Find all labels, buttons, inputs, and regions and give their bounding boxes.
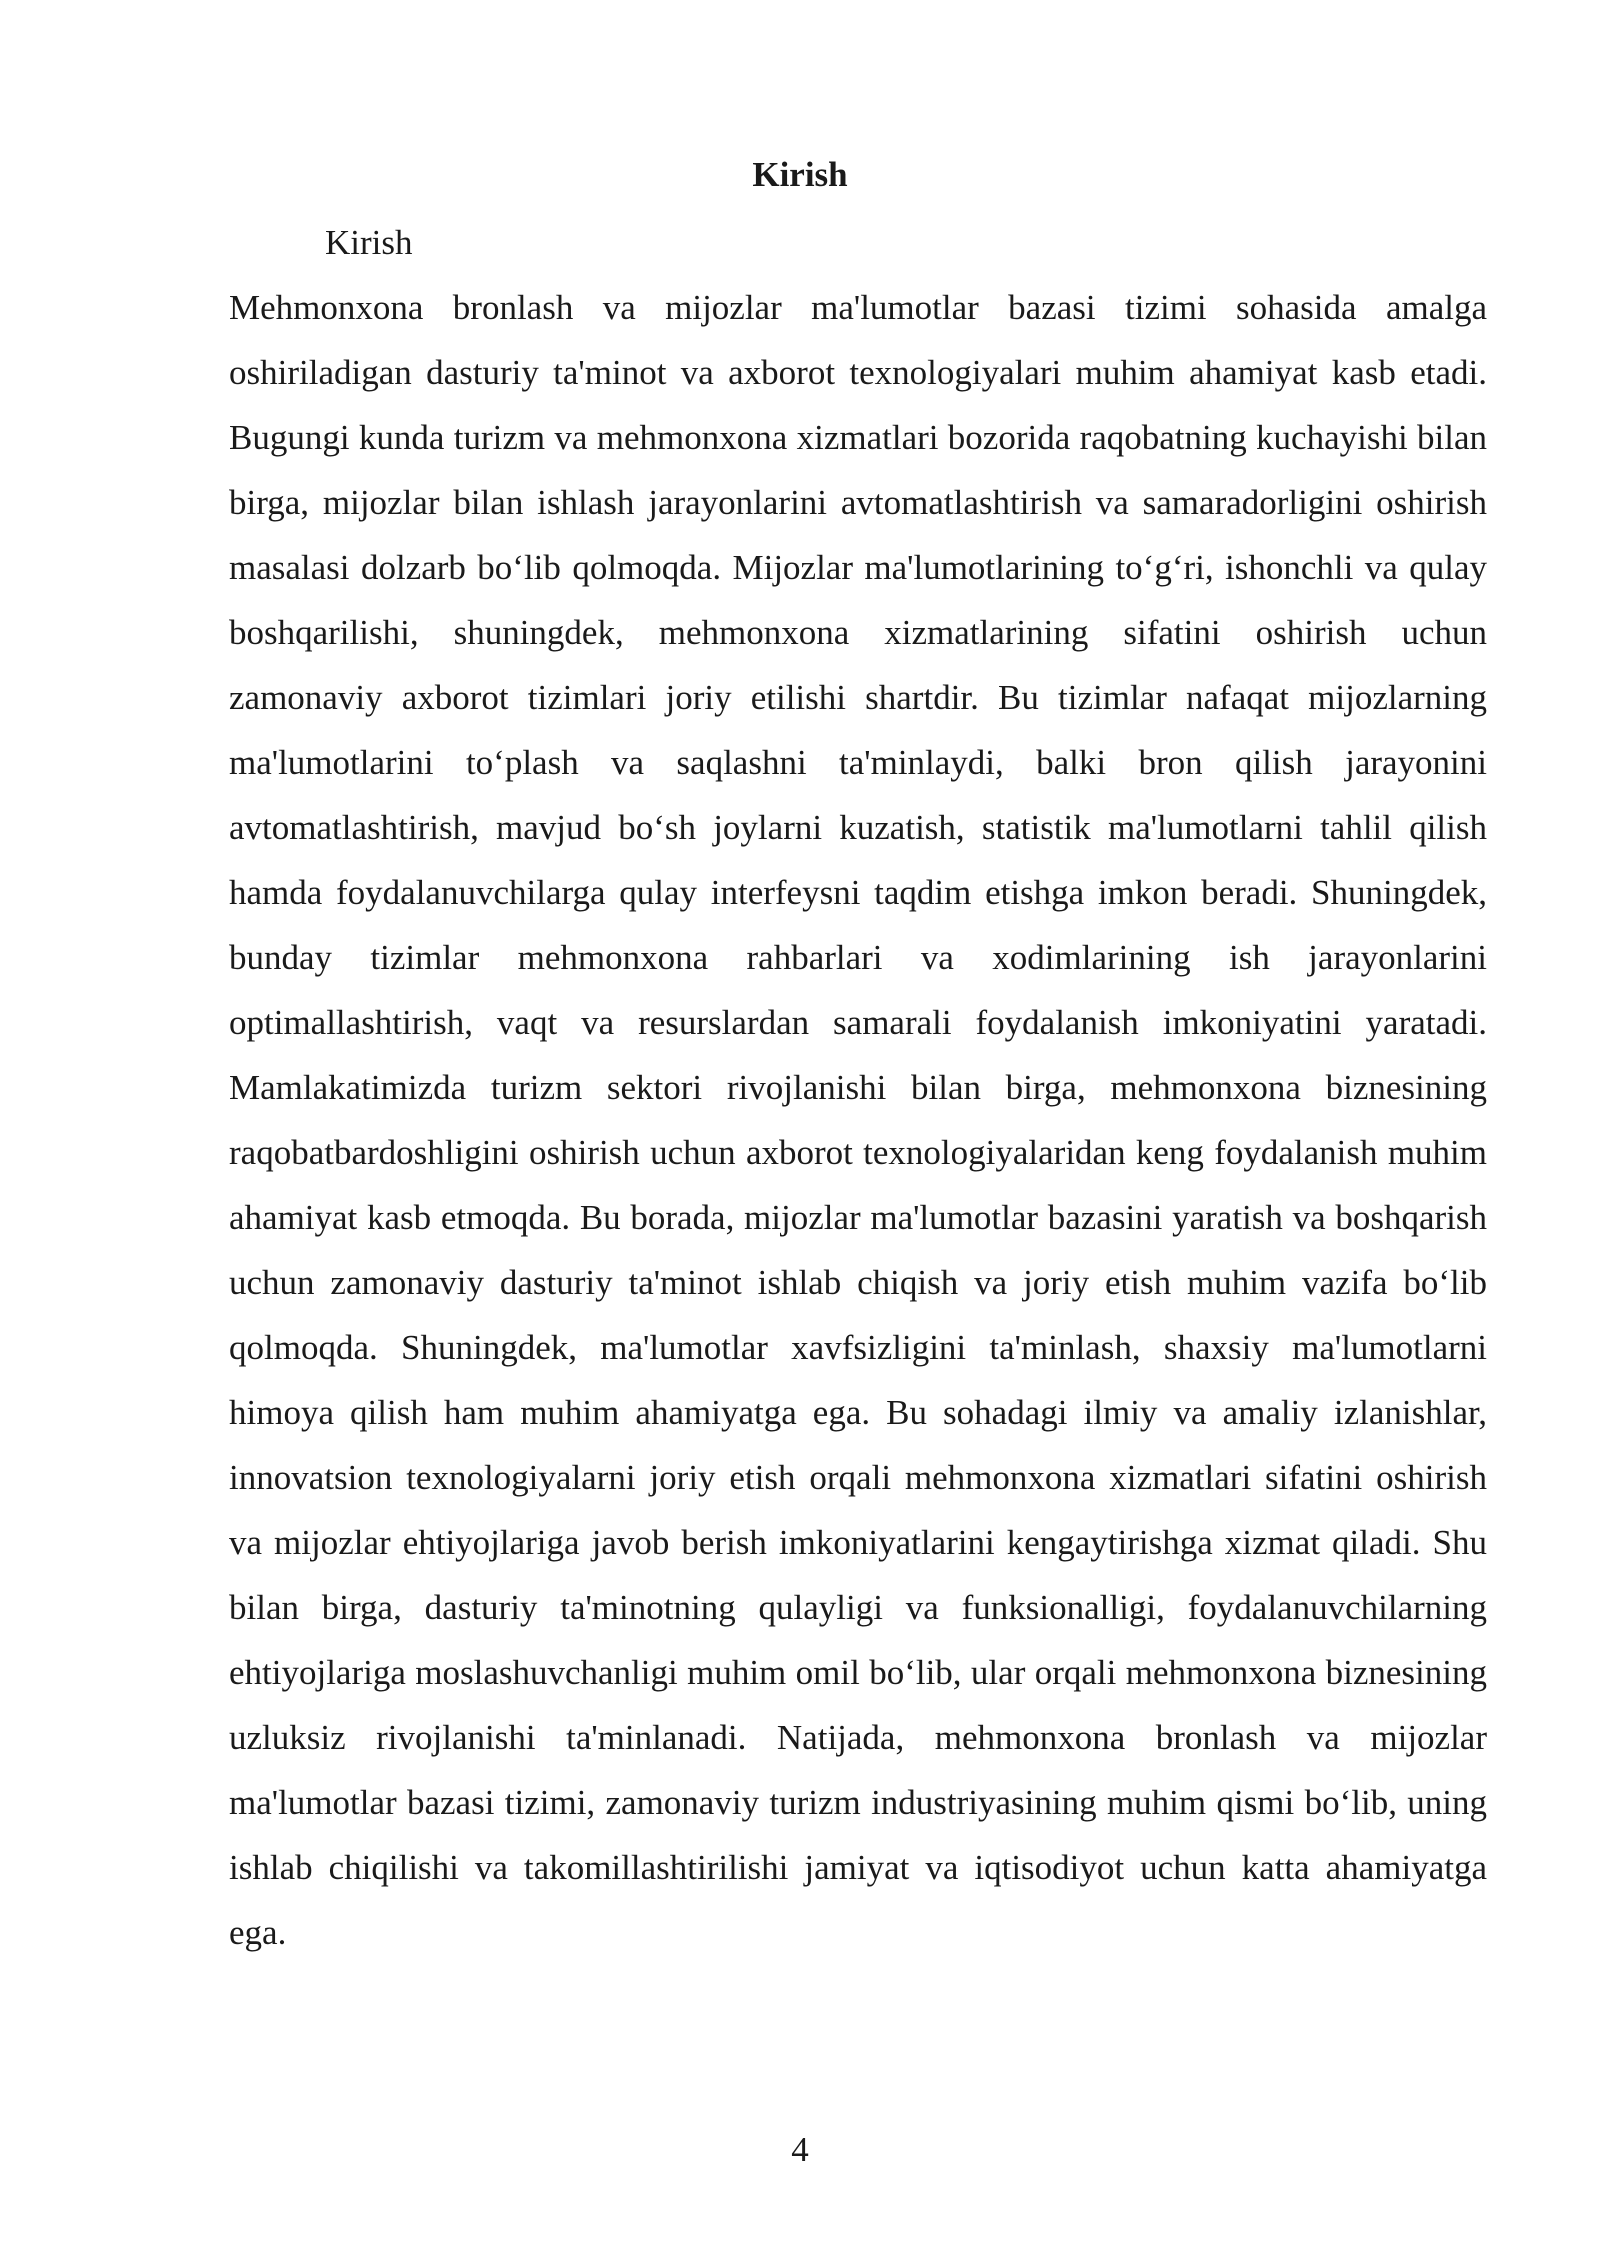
body-paragraph: Mehmonxona bronlash va mijozlar ma'lumotlar bazasi tizimi sohasida amalga oshiriladigan dasturiy ta'minot va axborot texnologiyalari muhim ahamiyat kasb etadi. Bugungi kunda turizm va mehmonxona xizmatlari bozorida raqobatning kuchayishi bilan birga, mijozlar bilan ishlash jarayonlarini avtomatlashtirish va samaradorligini oshirish masalasi dolzarb bo‘lib qolmoqda. Mijozlar ma'lumotlarining to‘g‘ri, ishonchli va qulay boshqarilishi, shuningdek, mehmonxona xizmatlarining sifatini oshirish uchun zamonaviy axborot tizimlari joriy etilishi shartdir. Bu tizimlar nafaqat mijozlarning ma'lumotlarini to‘plash va saqlashni ta'minlaydi, balki bron qilish jarayonini avtomatlashtirish, mavjud bo‘sh joylarni kuzatish, statistik ma'lumotlarni tahlil qilish hamda foydalanuvchilarga qulay interfeysni taqdim etishga imkon beradi. Shuningdek, bunday tizimlar mehmonxona rahbarlari va xodimlarining ish jarayonlarini optimallashtirish, vaqt va resurslardan samarali foydalanish imkoniyatini yaratadi. Mamlakatimizda turizm sektori rivojlanishi bilan birga, mehmonxona biznesining raqobatbardoshligini oshirish uchun axborot texnologiyalaridan keng foydalanish muhim ahamiyat kasb etmoqda. Bu borada, mijozlar ma'lumotlar bazasini yaratish va boshqarish uchun zamonaviy dasturiy ta'minot ishlab chiqish va joriy etish muhim vazifa bo‘lib qolmoqda. Shuningdek, ma'lumotlar xavfsizligini ta'minlash, shaxsiy ma'lumotlarni himoya qilish ham muhim ahamiyatga ega. Bu sohadagi ilmiy va amaliy izlanishlar, innovatsion texnologiyalarni joriy etish orqali mehmonxona xizmatlari sifatini oshirish va mijozlar ehtiyojlariga javob berish imkoniyatlarini kengaytirishga xizmat qiladi. Shu bilan birga, dasturiy ta'minotning qulayligi va funksionalligi, foydalanuvchilarning ehtiyojlariga moslashuvchanligi muhim omil bo‘lib, ular orqali mehmonxona biznesining uzluksiz rivojlanishi ta'minlanadi. Natijada, mehmonxona bronlash va mijozlar ma'lumotlar bazasi tizimi, zamonaviy turizm industriyasining muhim qismi bo‘lib, uning ishlab chiqilishi va takomillashtirilishi jamiyat va iqtisodiyot uchun katta ahamiyatga ega. — [229, 288, 1487, 1952]
section-subheading: Kirish — [325, 223, 413, 262]
document-content — [229, 210, 1487, 1965]
page-title: Kirish — [752, 155, 848, 194]
page-number: 4 — [791, 2130, 809, 2169]
